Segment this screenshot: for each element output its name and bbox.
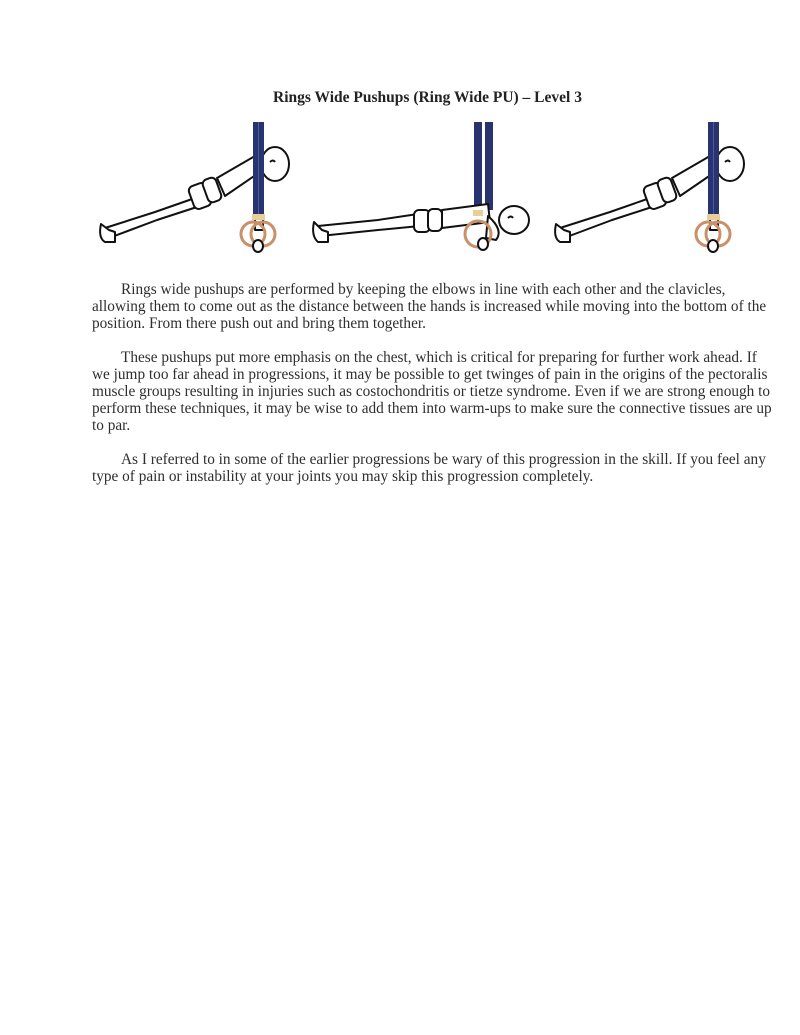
body-outline [313, 204, 529, 242]
strap-icon [474, 122, 482, 210]
illustration-strip [95, 120, 765, 260]
paragraph-caution: As I referred to in some of the earlier progressions be wary of this progression in the skill. If you feel any type of pain or instability at your joints you may skip this progression completely. [92, 451, 766, 485]
body-text [92, 281, 772, 502]
pushup-top-figure-icon [95, 120, 305, 260]
pushup-bottom-figure-icon [308, 120, 543, 260]
figure-top-position-return [550, 120, 760, 260]
paragraph-technique: Rings wide pushups are performed by keeping the elbows in line with each other and the clavicles, allowing them to come out as the distance between the hands is increased while moving into the bottom of the position. From there push out and bring them together. [92, 281, 767, 332]
ring-icon [696, 214, 730, 252]
page-title: Rings Wide Pushups (Ring Wide PU) – Level 3 [273, 89, 582, 106]
pushup-top-figure-icon [550, 120, 760, 260]
figure-top-position [95, 120, 305, 260]
ring-icon [241, 214, 275, 252]
figure-bottom-position [308, 120, 543, 260]
paragraph-emphasis: These pushups put more emphasis on the chest, which is critical for preparing for further work ahead. If we jump too far ahead in progressions, it may be possible to get twinges of pain in the origins of the pectoralis muscle groups resulting in injuries such as costochondritis or tietze syndrome. Even if we are strong enough to perform these techniques, it may be wise to add them into warm-ups to make sure the connective tissues are up to par. [92, 349, 772, 434]
